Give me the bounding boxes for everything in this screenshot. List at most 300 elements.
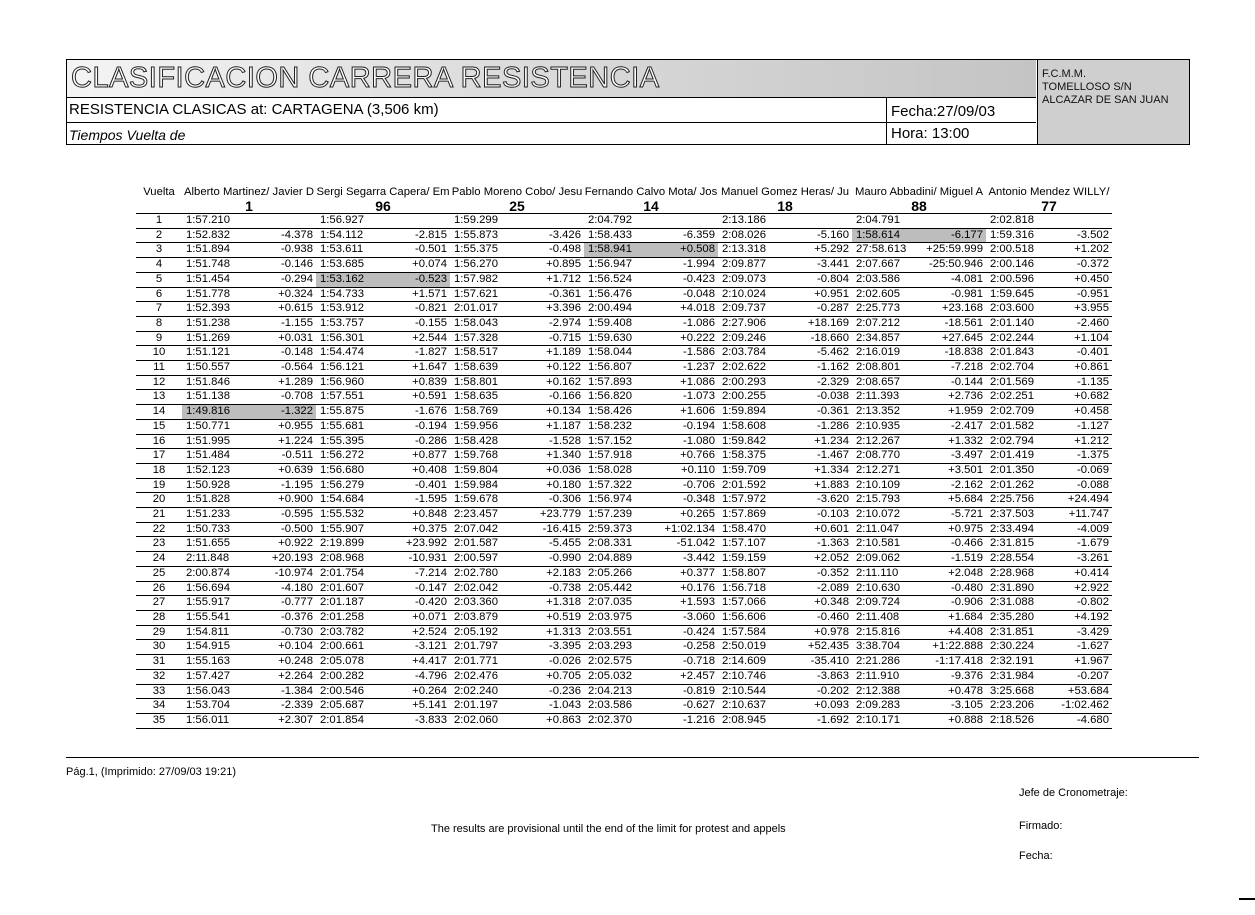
lap-time: 2:01.140 bbox=[986, 316, 1054, 331]
lap-time: 2:00.293 bbox=[718, 375, 786, 390]
lap-time: 1:54.112 bbox=[316, 228, 384, 243]
lap-time: 1:55.163 bbox=[182, 655, 250, 670]
lap-diff: +0.162 bbox=[518, 375, 584, 390]
lap-time: 2:30.224 bbox=[986, 640, 1054, 655]
lap-time: 1:59.984 bbox=[450, 478, 518, 493]
lap-time: 2:21.286 bbox=[852, 655, 920, 670]
lap-time: 2:23.457 bbox=[450, 508, 518, 523]
lap-diff bbox=[786, 214, 852, 229]
lap-diff: +0.264 bbox=[384, 684, 450, 699]
lap-time: 1:49.816 bbox=[182, 405, 250, 420]
lap-diff: +0.408 bbox=[384, 463, 450, 478]
lap-diff: -0.194 bbox=[384, 419, 450, 434]
lap-diff: +0.074 bbox=[384, 258, 450, 273]
lap-time: 2:10.171 bbox=[852, 713, 920, 728]
lap-number: 23 bbox=[136, 537, 182, 552]
lap-diff: -0.951 bbox=[1054, 287, 1112, 302]
lap-diff: -0.148 bbox=[250, 346, 316, 361]
lap-time: 1:53.912 bbox=[316, 302, 384, 317]
lap-diff: -7.218 bbox=[920, 361, 986, 376]
lap-diff: -0.088 bbox=[1054, 478, 1112, 493]
lap-number: 13 bbox=[136, 390, 182, 405]
lap-diff: +0.705 bbox=[518, 669, 584, 684]
lap-time: 2:11.393 bbox=[852, 390, 920, 405]
lap-diff: -0.401 bbox=[1054, 346, 1112, 361]
lap-diff: +0.861 bbox=[1054, 361, 1112, 376]
lap-diff: -6.177 bbox=[920, 228, 986, 243]
lap-time: 2:04.791 bbox=[852, 214, 920, 229]
lap-time: 1:58.517 bbox=[450, 346, 518, 361]
lap-time: 2:18.526 bbox=[986, 713, 1054, 728]
lap-diff: -10.931 bbox=[384, 552, 450, 567]
lap-time: 1:58.044 bbox=[584, 346, 652, 361]
lap-diff: -0.938 bbox=[250, 243, 316, 258]
lap-diff: -0.480 bbox=[920, 581, 986, 596]
lap-diff: +1.647 bbox=[384, 361, 450, 376]
lap-time: 2:10.746 bbox=[718, 669, 786, 684]
lap-time: 1:53.685 bbox=[316, 258, 384, 273]
lap-diff: +5.141 bbox=[384, 699, 450, 714]
lap-diff: -0.236 bbox=[518, 684, 584, 699]
lap-time: 2:09.724 bbox=[852, 596, 920, 611]
driver-dorsal: 96 bbox=[316, 199, 450, 214]
lap-time: 1:59.678 bbox=[450, 493, 518, 508]
lap-diff: +4.018 bbox=[652, 302, 718, 317]
lap-time: 1:58.769 bbox=[450, 405, 518, 420]
lap-diff: -0.498 bbox=[518, 243, 584, 258]
lap-time: 1:51.121 bbox=[182, 346, 250, 361]
lap-time: 1:58.028 bbox=[584, 463, 652, 478]
lap-time: 2:04.213 bbox=[584, 684, 652, 699]
table-row bbox=[136, 610, 1112, 625]
lap-diff: -2.974 bbox=[518, 316, 584, 331]
lap-time: 1:59.645 bbox=[986, 287, 1054, 302]
lap-diff: +0.975 bbox=[920, 522, 986, 537]
lap-time: 2:03.586 bbox=[584, 699, 652, 714]
lap-time: 2:02.794 bbox=[986, 434, 1054, 449]
lap-number: 31 bbox=[136, 655, 182, 670]
lap-time: 1:57.621 bbox=[450, 287, 518, 302]
lap-time: 1:56.947 bbox=[584, 258, 652, 273]
lap-diff: +1.086 bbox=[652, 375, 718, 390]
lap-time: 1:54.733 bbox=[316, 287, 384, 302]
table-row bbox=[136, 655, 1112, 670]
table-row bbox=[136, 316, 1112, 331]
lap-time: 2:15.793 bbox=[852, 493, 920, 508]
lap-diff: -0.294 bbox=[250, 272, 316, 287]
lap-time: 2:01.754 bbox=[316, 566, 384, 581]
lap-diff: -3.429 bbox=[1054, 625, 1112, 640]
lap-diff: -3.833 bbox=[384, 713, 450, 728]
table-row bbox=[136, 581, 1112, 596]
results-body bbox=[136, 214, 1112, 729]
lap-diff: -0.194 bbox=[652, 419, 718, 434]
lap-time: 1:51.828 bbox=[182, 493, 250, 508]
lap-diff: -4.796 bbox=[384, 669, 450, 684]
driver-dorsal: 1 bbox=[182, 199, 316, 214]
lap-time: 2:08.657 bbox=[852, 375, 920, 390]
time-label: Hora: 13:00 bbox=[891, 125, 970, 142]
lap-time: 27:58.613 bbox=[852, 243, 920, 258]
lap-diff: -1.073 bbox=[652, 390, 718, 405]
lap-diff: +0.682 bbox=[1054, 390, 1112, 405]
lap-time: 1:56.524 bbox=[584, 272, 652, 287]
lap-diff: -4.009 bbox=[1054, 522, 1112, 537]
lap-diff: +24.494 bbox=[1054, 493, 1112, 508]
club-line: ALCAZAR DE SAN JUAN bbox=[1042, 94, 1169, 106]
lap-time: 1:59.956 bbox=[450, 419, 518, 434]
lap-time: 1:54.684 bbox=[316, 493, 384, 508]
lap-time: 2:31.088 bbox=[986, 596, 1054, 611]
lap-diff bbox=[652, 214, 718, 229]
lap-diff: -0.420 bbox=[384, 596, 450, 611]
lap-time: 1:56.279 bbox=[316, 478, 384, 493]
lap-time: 1:58.375 bbox=[718, 449, 786, 464]
lap-diff: -0.155 bbox=[384, 316, 450, 331]
lap-time: 1:59.299 bbox=[450, 214, 518, 229]
lap-time: 2:09.737 bbox=[718, 302, 786, 317]
lap-time: 2:15.816 bbox=[852, 625, 920, 640]
lap-time: 2:03.975 bbox=[584, 610, 652, 625]
lap-time: 2:01.587 bbox=[450, 537, 518, 552]
lap-diff: -0.103 bbox=[786, 508, 852, 523]
lap-time: 2:02.240 bbox=[450, 684, 518, 699]
lap-time: 1:57.152 bbox=[584, 434, 652, 449]
lap-time: 2:01.258 bbox=[316, 610, 384, 625]
lap-diff: -1.627 bbox=[1054, 640, 1112, 655]
lap-diff: -0.352 bbox=[786, 566, 852, 581]
lap-time: 1:56.476 bbox=[584, 287, 652, 302]
lap-diff: -1.827 bbox=[384, 346, 450, 361]
lap-diff: +0.324 bbox=[250, 287, 316, 302]
lap-time: 1:53.704 bbox=[182, 699, 250, 714]
lap-time: 1:57.427 bbox=[182, 669, 250, 684]
lap-time: 2:01.197 bbox=[450, 699, 518, 714]
lap-diff: -1.286 bbox=[786, 419, 852, 434]
lap-time: 1:56.043 bbox=[182, 684, 250, 699]
lap-time: 2:32.191 bbox=[986, 655, 1054, 670]
lap-time: 1:56.960 bbox=[316, 375, 384, 390]
lap-diff: -3.426 bbox=[518, 228, 584, 243]
lap-time: 2:13.352 bbox=[852, 405, 920, 420]
dorsal-row bbox=[136, 199, 1112, 214]
lap-time: 1:51.995 bbox=[182, 434, 250, 449]
lap-diff: +1.189 bbox=[518, 346, 584, 361]
lap-time: 1:58.614 bbox=[852, 228, 920, 243]
lap-time: 1:57.107 bbox=[718, 537, 786, 552]
lap-diff: -0.821 bbox=[384, 302, 450, 317]
driver-name: Pablo Moreno Cobo/ Jesu bbox=[451, 186, 583, 198]
lap-time: 1:54.811 bbox=[182, 625, 250, 640]
table-row bbox=[136, 552, 1112, 567]
lap-time: 2:03.600 bbox=[986, 302, 1054, 317]
lap-number: 9 bbox=[136, 331, 182, 346]
table-row bbox=[136, 596, 1112, 611]
lap-time: 1:56.011 bbox=[182, 713, 250, 728]
lap-time: 2:01.262 bbox=[986, 478, 1054, 493]
lap-diff: -1.375 bbox=[1054, 449, 1112, 464]
lap-diff: +0.375 bbox=[384, 522, 450, 537]
lap-diff: -0.258 bbox=[652, 640, 718, 655]
lap-diff: -0.424 bbox=[652, 625, 718, 640]
club-line: F.C.M.M. bbox=[1042, 68, 1086, 80]
lap-diff: -0.777 bbox=[250, 596, 316, 611]
lap-time: 2:01.419 bbox=[986, 449, 1054, 464]
lap-time: 1:50.557 bbox=[182, 361, 250, 376]
lap-diff: -1.384 bbox=[250, 684, 316, 699]
lap-time: 2:04.792 bbox=[584, 214, 652, 229]
lap-number: 5 bbox=[136, 272, 182, 287]
driver-name: Fernando Calvo Mota/ Jos bbox=[584, 186, 718, 198]
lap-diff: +5.684 bbox=[920, 493, 986, 508]
lap-time: 2:10.581 bbox=[852, 537, 920, 552]
lap-diff: +0.036 bbox=[518, 463, 584, 478]
driver-dorsal: 18 bbox=[718, 199, 852, 214]
lap-diff: -35.410 bbox=[786, 655, 852, 670]
table-row bbox=[136, 228, 1112, 243]
table-row bbox=[136, 331, 1112, 346]
lap-time: 1:58.232 bbox=[584, 419, 652, 434]
lap-number: 11 bbox=[136, 361, 182, 376]
lap-diff: +0.222 bbox=[652, 331, 718, 346]
lap-time: 1:56.820 bbox=[584, 390, 652, 405]
lap-time: 1:59.316 bbox=[986, 228, 1054, 243]
lap-time: 1:50.771 bbox=[182, 419, 250, 434]
report-title: CLASIFICACION CARRERA RESISTENCIA bbox=[71, 62, 660, 94]
lap-number: 15 bbox=[136, 419, 182, 434]
lap-time: 1:56.301 bbox=[316, 331, 384, 346]
table-row bbox=[136, 449, 1112, 464]
lap-diff: +2.052 bbox=[786, 552, 852, 567]
lap-diff: -0.038 bbox=[786, 390, 852, 405]
lap-time: 2:13.186 bbox=[718, 214, 786, 229]
table-row bbox=[136, 302, 1112, 317]
lap-time: 2:03.360 bbox=[450, 596, 518, 611]
lap-time: 1:58.433 bbox=[584, 228, 652, 243]
lap-diff: +1.340 bbox=[518, 449, 584, 464]
lap-diff: +23.779 bbox=[518, 508, 584, 523]
lap-time: 1:51.454 bbox=[182, 272, 250, 287]
lap-diff: +1.883 bbox=[786, 478, 852, 493]
lap-number: 12 bbox=[136, 375, 182, 390]
lap-time: 2:00.661 bbox=[316, 640, 384, 655]
lap-diff: +1.959 bbox=[920, 405, 986, 420]
lap-diff: -0.906 bbox=[920, 596, 986, 611]
lap-diff: -0.804 bbox=[786, 272, 852, 287]
lap-time: 2:11.110 bbox=[852, 566, 920, 581]
lap-time: 2:09.246 bbox=[718, 331, 786, 346]
lap-time: 2:08.801 bbox=[852, 361, 920, 376]
lap-time: 1:51.269 bbox=[182, 331, 250, 346]
lap-diff: -0.708 bbox=[250, 390, 316, 405]
lap-time: 1:57.893 bbox=[584, 375, 652, 390]
lap-time: 1:58.807 bbox=[718, 566, 786, 581]
lap-diff: -5.462 bbox=[786, 346, 852, 361]
lap-diff: +1:22.888 bbox=[920, 640, 986, 655]
lap-diff: +1.332 bbox=[920, 434, 986, 449]
lap-diff: -1.586 bbox=[652, 346, 718, 361]
lap-diff: +1.313 bbox=[518, 625, 584, 640]
lap-diff: -1.528 bbox=[518, 434, 584, 449]
lap-time: 2:00.546 bbox=[316, 684, 384, 699]
lap-diff: -4.680 bbox=[1054, 713, 1112, 728]
lap-time: 2:28.554 bbox=[986, 552, 1054, 567]
lap-diff: +0.450 bbox=[1054, 272, 1112, 287]
lap-diff: -0.627 bbox=[652, 699, 718, 714]
lap-number: 19 bbox=[136, 478, 182, 493]
lap-diff: -0.564 bbox=[250, 361, 316, 376]
lap-time: 2:09.062 bbox=[852, 552, 920, 567]
lap-time: 2:01.843 bbox=[986, 346, 1054, 361]
report-header bbox=[66, 59, 1190, 145]
lap-diff: +0.863 bbox=[518, 713, 584, 728]
lap-time: 1:58.043 bbox=[450, 316, 518, 331]
lap-number: 10 bbox=[136, 346, 182, 361]
lap-time: 1:53.611 bbox=[316, 243, 384, 258]
lap-diff: -9.376 bbox=[920, 669, 986, 684]
lap-time: 1:55.541 bbox=[182, 610, 250, 625]
lap-diff: -0.715 bbox=[518, 331, 584, 346]
lap-time: 2:03.293 bbox=[584, 640, 652, 655]
lap-diff: +1.684 bbox=[920, 610, 986, 625]
lap-diff: -4.180 bbox=[250, 581, 316, 596]
lap-diff: -3.442 bbox=[652, 552, 718, 567]
club-box bbox=[1037, 60, 1189, 144]
lap-time: 2:10.935 bbox=[852, 419, 920, 434]
lap-diff: -2.339 bbox=[250, 699, 316, 714]
lap-diff: -0.718 bbox=[652, 655, 718, 670]
table-row bbox=[136, 214, 1112, 229]
lap-diff: -6.359 bbox=[652, 228, 718, 243]
title-banner bbox=[67, 60, 1036, 98]
lap-time: 2:08.026 bbox=[718, 228, 786, 243]
lap-diff: +4.192 bbox=[1054, 610, 1112, 625]
lap-time: 1:58.426 bbox=[584, 405, 652, 420]
lap-time: 1:51.484 bbox=[182, 449, 250, 464]
table-row bbox=[136, 537, 1112, 552]
lap-diff: +0.071 bbox=[384, 610, 450, 625]
lap-time: 2:05.687 bbox=[316, 699, 384, 714]
lap-diff: +20.193 bbox=[250, 552, 316, 567]
lap-diff: -3.502 bbox=[1054, 228, 1112, 243]
lap-diff: +4.408 bbox=[920, 625, 986, 640]
lap-time: 2:10.544 bbox=[718, 684, 786, 699]
lap-number: 28 bbox=[136, 610, 182, 625]
lap-diff: -0.202 bbox=[786, 684, 852, 699]
lap-diff: -3.620 bbox=[786, 493, 852, 508]
lap-time: 2:00.874 bbox=[182, 566, 250, 581]
driver-name: Sergi Segarra Capera/ Em bbox=[316, 186, 450, 198]
table-row bbox=[136, 463, 1112, 478]
lap-diff: +1.967 bbox=[1054, 655, 1112, 670]
lap-diff: +0.766 bbox=[652, 449, 718, 464]
lap-number: 21 bbox=[136, 508, 182, 523]
table-row bbox=[136, 419, 1112, 434]
lap-diff: +1.224 bbox=[250, 434, 316, 449]
lap-diff: -0.819 bbox=[652, 684, 718, 699]
lap-diff: -1.086 bbox=[652, 316, 718, 331]
driver-name: Mauro Abbadini/ Miguel A bbox=[854, 186, 984, 198]
lap-diff: -1.080 bbox=[652, 434, 718, 449]
lap-time: 1:59.768 bbox=[450, 449, 518, 464]
lap-diff: -0.802 bbox=[1054, 596, 1112, 611]
lap-diff: -0.361 bbox=[786, 405, 852, 420]
lap-diff: -3.060 bbox=[652, 610, 718, 625]
lap-time: 1:57.869 bbox=[718, 508, 786, 523]
lap-time: 2:00.596 bbox=[986, 272, 1054, 287]
table-row bbox=[136, 522, 1112, 537]
lap-diff: -0.500 bbox=[250, 522, 316, 537]
lap-diff: -7.214 bbox=[384, 566, 450, 581]
lap-diff: -1.195 bbox=[250, 478, 316, 493]
lap-time: 1:55.375 bbox=[450, 243, 518, 258]
lap-time: 2:23.206 bbox=[986, 699, 1054, 714]
lap-time: 1:52.123 bbox=[182, 463, 250, 478]
lap-diff: +0.031 bbox=[250, 331, 316, 346]
lap-time: 2:02.476 bbox=[450, 669, 518, 684]
date-box bbox=[886, 97, 1037, 144]
lap-time: 1:58.639 bbox=[450, 361, 518, 376]
lap-time: 2:08.968 bbox=[316, 552, 384, 567]
lap-diff: -0.361 bbox=[518, 287, 584, 302]
lap-number: 20 bbox=[136, 493, 182, 508]
lap-diff: -0.147 bbox=[384, 581, 450, 596]
lap-time: 2:59.373 bbox=[584, 522, 652, 537]
lap-number: 25 bbox=[136, 566, 182, 581]
lap-time: 2:01.569 bbox=[986, 375, 1054, 390]
lap-time: 1:53.162 bbox=[316, 272, 384, 287]
table-row bbox=[136, 625, 1112, 640]
lap-diff: +1.571 bbox=[384, 287, 450, 302]
lap-diff: +1.104 bbox=[1054, 331, 1112, 346]
lap-time: 1:56.974 bbox=[584, 493, 652, 508]
lap-diff: +3.955 bbox=[1054, 302, 1112, 317]
lap-time: 1:56.606 bbox=[718, 610, 786, 625]
lap-time: 2:11.848 bbox=[182, 552, 250, 567]
lap-diff: -18.660 bbox=[786, 331, 852, 346]
lap-time: 2:31.984 bbox=[986, 669, 1054, 684]
lap-time: 2:00.282 bbox=[316, 669, 384, 684]
lap-time: 1:55.907 bbox=[316, 522, 384, 537]
lap-time: 1:58.801 bbox=[450, 375, 518, 390]
lap-diff: +0.639 bbox=[250, 463, 316, 478]
lap-time: 1:57.918 bbox=[584, 449, 652, 464]
lap-diff: +0.877 bbox=[384, 449, 450, 464]
lap-time: 2:04.889 bbox=[584, 552, 652, 567]
lap-diff: -2.815 bbox=[384, 228, 450, 243]
lap-diff: -0.730 bbox=[250, 625, 316, 640]
lap-time: 1:56.927 bbox=[316, 214, 384, 229]
lap-diff: +0.922 bbox=[250, 537, 316, 552]
lap-time: 1:51.138 bbox=[182, 390, 250, 405]
lap-time: 2:03.879 bbox=[450, 610, 518, 625]
lap-diff: -1.467 bbox=[786, 449, 852, 464]
lap-time: 2:12.388 bbox=[852, 684, 920, 699]
lap-time: 2:02.575 bbox=[584, 655, 652, 670]
lap-diff: -1.127 bbox=[1054, 419, 1112, 434]
driver-name: Antonio Mendez WILLY/ bbox=[988, 186, 1110, 198]
lap-time: 2:00.494 bbox=[584, 302, 652, 317]
lap-time: 1:57.322 bbox=[584, 478, 652, 493]
date-label: Fecha:27/09/03 bbox=[891, 103, 996, 120]
lap-time: 2:02.244 bbox=[986, 331, 1054, 346]
lap-diff: -0.146 bbox=[250, 258, 316, 273]
lap-time: 1:58.428 bbox=[450, 434, 518, 449]
lap-number: 14 bbox=[136, 405, 182, 420]
lap-time: 2:33.494 bbox=[986, 522, 1054, 537]
lap-time: 1:59.408 bbox=[584, 316, 652, 331]
lap-time: 2:02.818 bbox=[986, 214, 1054, 229]
